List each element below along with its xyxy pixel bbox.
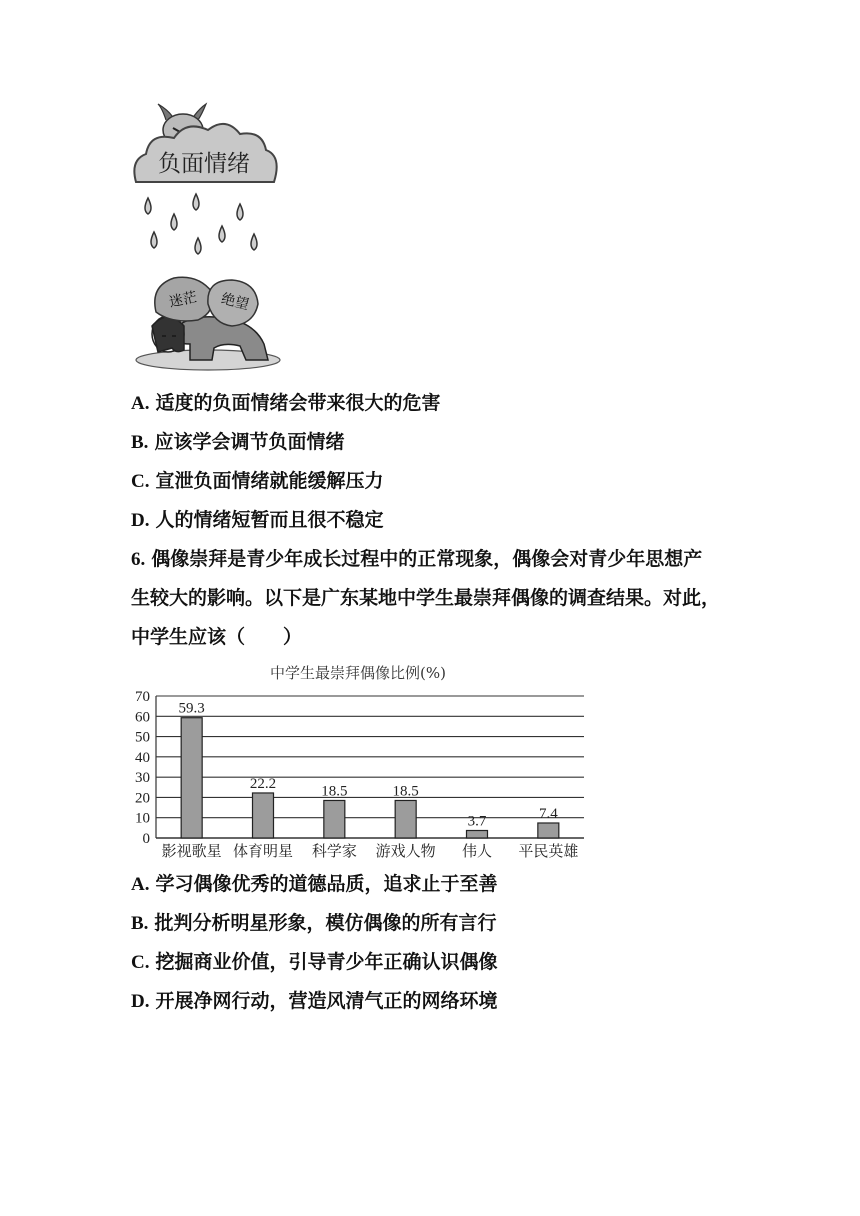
option-letter: A. <box>131 393 150 414</box>
question-line-2: 生较大的影响。以下是广东某地中学生最崇拜偶像的调查结果。对此， <box>131 587 721 609</box>
y-tick-label: 0 <box>142 831 150 847</box>
option-text: 挖掘商业价值，引导青少年正确认识偶像 <box>155 951 498 973</box>
raindrops <box>145 194 257 254</box>
prev-option-a <box>131 389 441 418</box>
prev-option-c <box>131 467 384 496</box>
option-text: 宣泄负面情绪就能缓解压力 <box>155 470 384 492</box>
bar <box>181 718 202 838</box>
bar-value-label: 22.2 <box>249 775 277 792</box>
option-text: 学习偶像优秀的道德品质，追求止于至善 <box>155 873 498 895</box>
question-number: 6. <box>131 549 146 570</box>
bar-value-label: 59.3 <box>178 700 205 717</box>
option-b <box>131 909 497 938</box>
y-tick-label: 60 <box>135 709 150 726</box>
option-text: 批判分析明星形象，模仿偶像的所有言行 <box>154 912 497 934</box>
option-letter: B. <box>131 432 149 453</box>
y-tick-label: 30 <box>135 770 150 787</box>
chart-categories <box>162 842 579 860</box>
category-label: 游戏人物 <box>375 842 436 860</box>
chart-y-ticks <box>135 689 150 847</box>
question-line-3: 中学生应该（ ） <box>131 626 303 648</box>
chart-title: 中学生最崇拜偶像比例(%) <box>270 664 446 682</box>
prev-option-d <box>131 506 384 535</box>
negative-emotion-cartoon <box>128 98 288 376</box>
option-text: 开展净网行动，营造风清气正的网络环境 <box>155 990 498 1012</box>
category-label: 影视歌星 <box>161 842 222 860</box>
category-label: 伟人 <box>461 842 493 860</box>
bar-value-label: 18.5 <box>392 783 419 800</box>
option-letter: D. <box>131 991 150 1012</box>
option-text: 人的情绪短暂而且很不稳定 <box>155 509 384 531</box>
chart-grid <box>156 696 584 838</box>
option-a <box>131 870 498 899</box>
y-tick-label: 70 <box>135 689 150 705</box>
idol-survey-bar-chart <box>128 658 590 864</box>
cloud-text: 负面情绪 <box>158 151 250 177</box>
option-letter: D. <box>131 510 150 531</box>
bar-value-label: 3.7 <box>467 813 487 830</box>
bar <box>324 800 345 838</box>
bar <box>538 823 559 838</box>
y-tick-label: 20 <box>135 790 150 807</box>
option-letter: B. <box>131 913 149 934</box>
option-letter: A. <box>131 874 150 895</box>
option-letter: C. <box>131 952 150 973</box>
boulder-left-text: 迷茫 <box>167 289 199 311</box>
bar-value-label: 7.4 <box>538 805 558 822</box>
option-letter: C. <box>131 471 150 492</box>
bar <box>395 800 416 838</box>
category-label: 科学家 <box>311 842 357 860</box>
y-tick-label: 40 <box>135 749 150 766</box>
category-label: 平民英雄 <box>518 842 579 860</box>
option-c <box>131 948 498 977</box>
question-text: 偶像崇拜是青少年成长过程中的正常现象，偶像会对青少年思想产 <box>151 548 703 570</box>
category-label: 体育明星 <box>232 842 294 860</box>
option-text: 适度的负面情绪会带来很大的危害 <box>155 392 441 414</box>
bar-value-label: 18.5 <box>321 783 348 800</box>
bar <box>253 793 274 838</box>
option-d <box>131 987 498 1016</box>
question-line-1 <box>131 545 702 574</box>
prev-option-b <box>131 428 345 457</box>
y-tick-label: 50 <box>135 729 150 746</box>
bar <box>467 830 488 838</box>
y-tick-label: 10 <box>135 810 150 827</box>
boulder-right-text: 绝望 <box>219 290 251 314</box>
option-text: 应该学会调节负面情绪 <box>154 431 345 453</box>
